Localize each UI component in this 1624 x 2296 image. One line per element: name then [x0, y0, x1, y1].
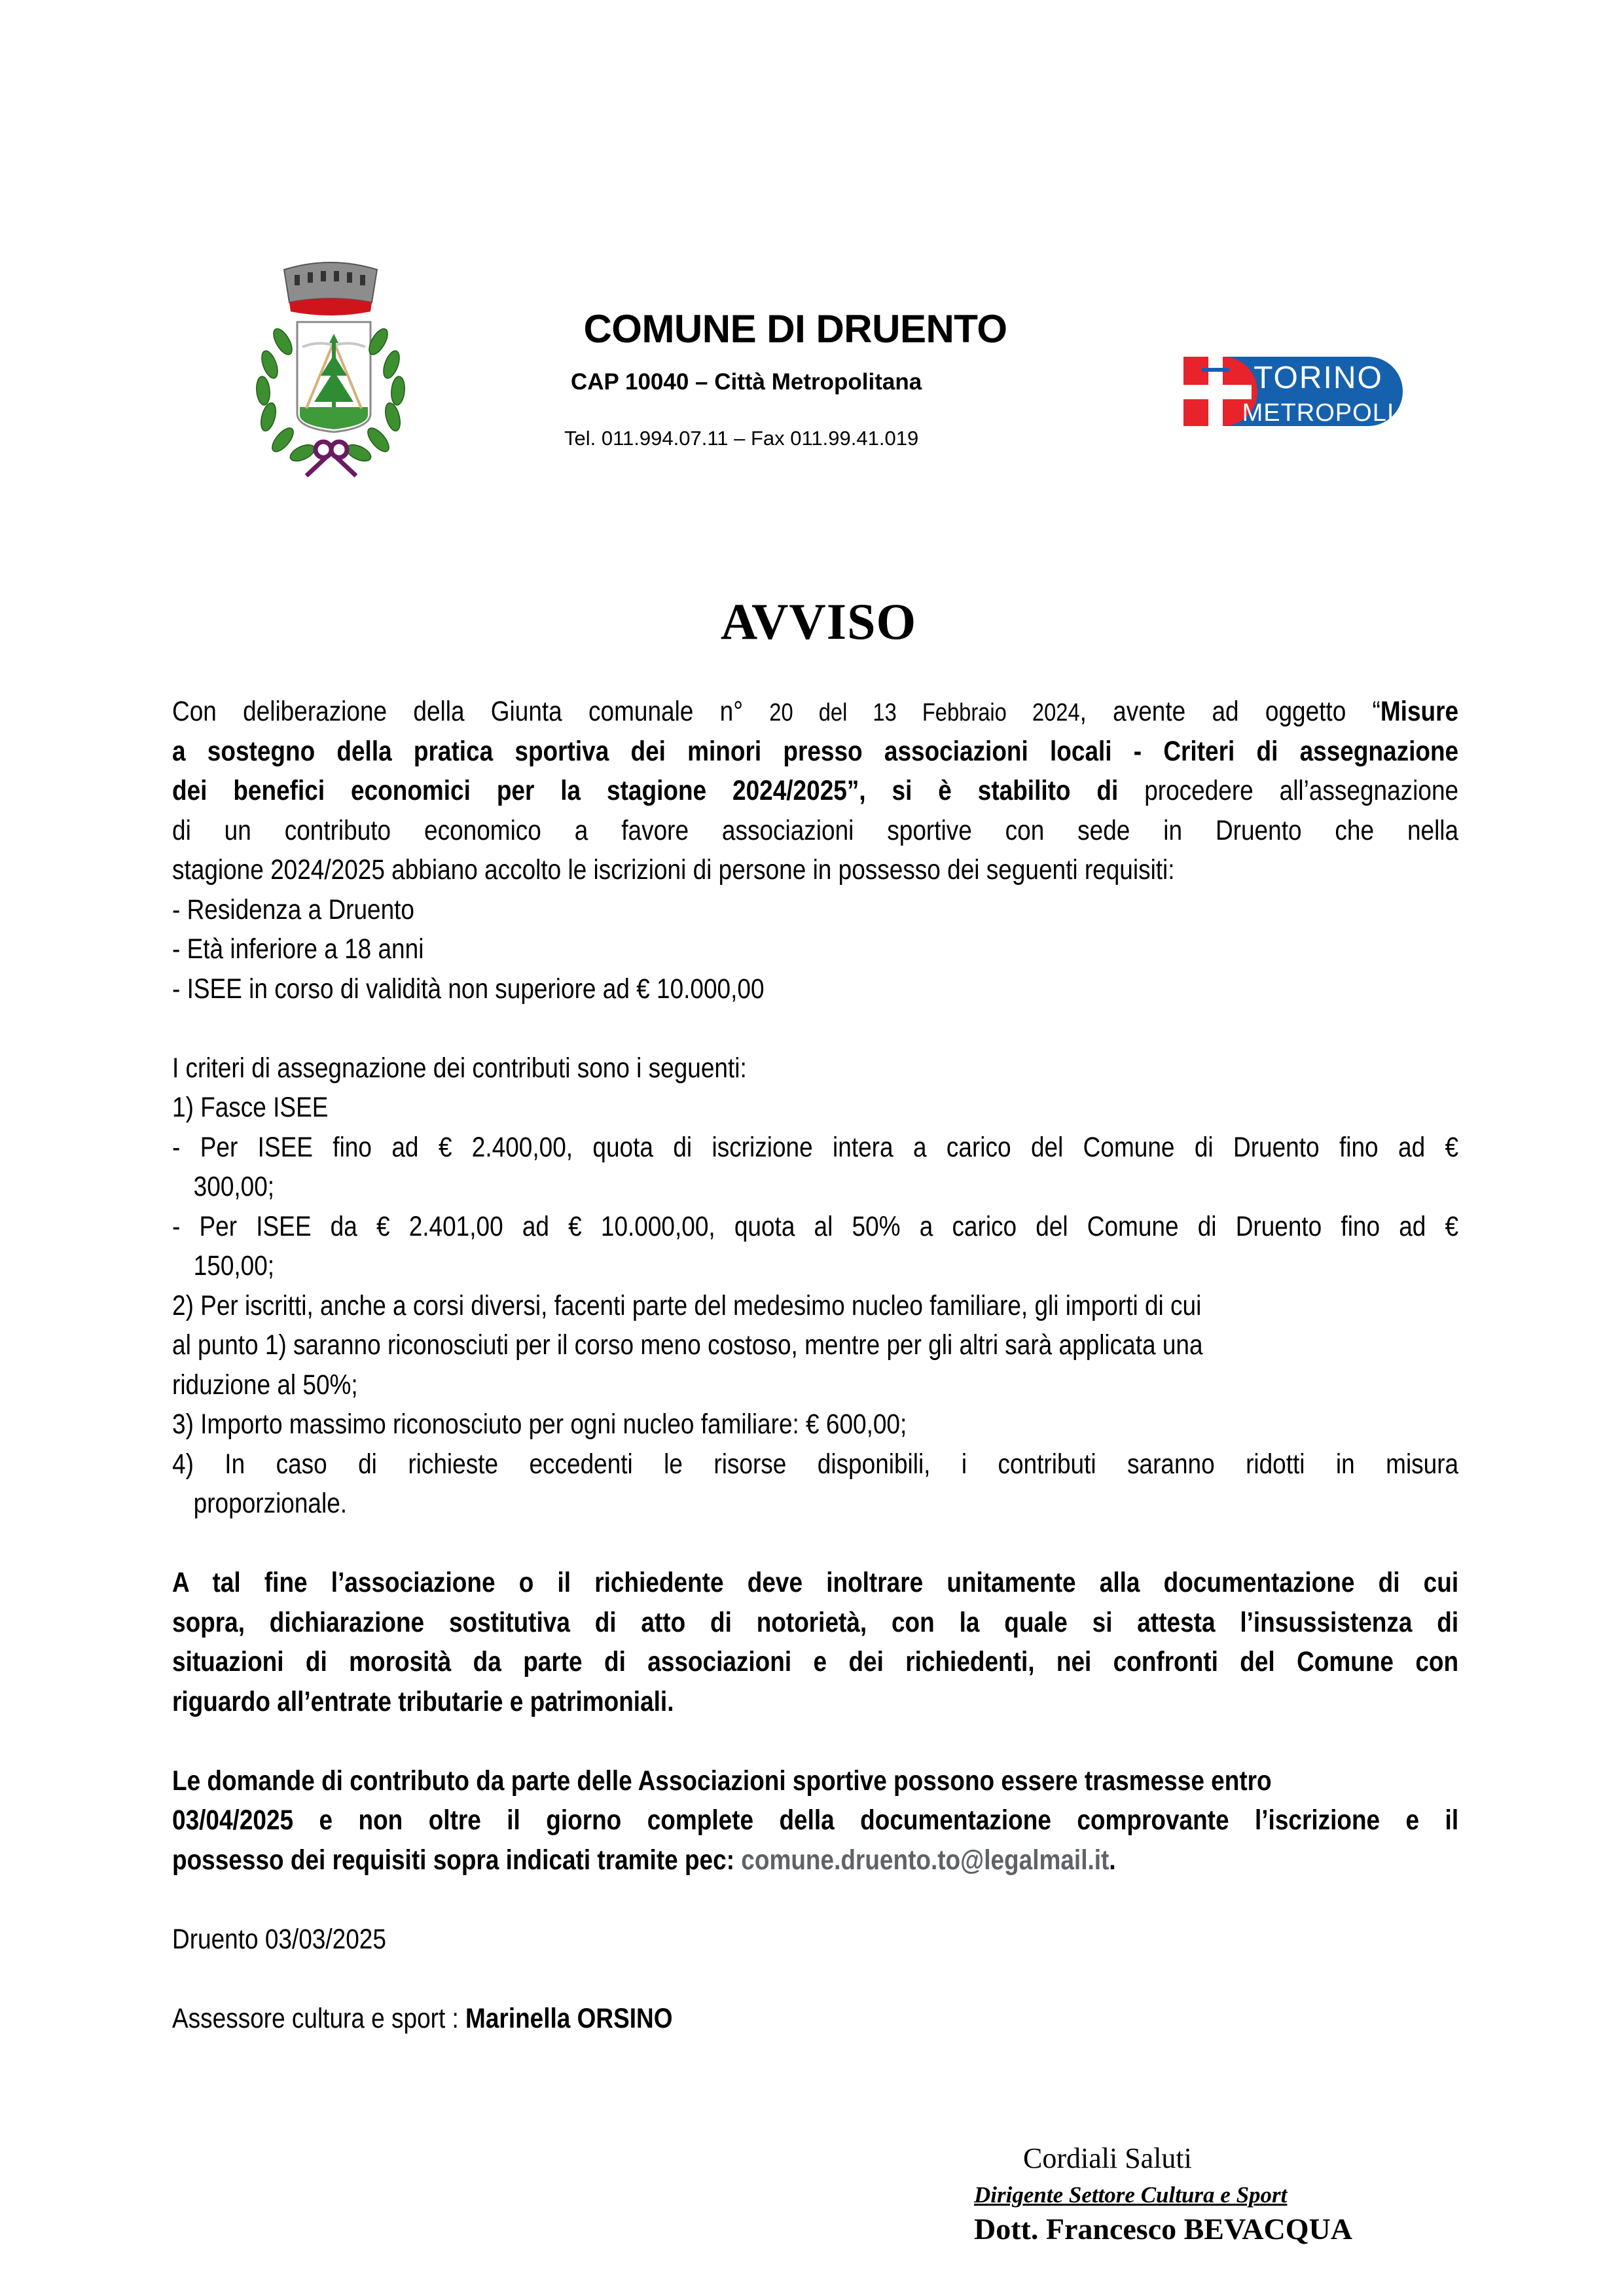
- criterion-4: 4) In caso di richieste eccedenti le risorse disponibili, i contributi saranno ridotti in misura: [172, 1448, 1459, 1480]
- deadline-line-3: possesso dei requisiti sopra indicati tramite pec: comune.druento.to@legalmail.it.: [172, 1844, 1116, 1876]
- contact-line: Tel. 011.994.07.11 – Fax 011.99.41.019: [564, 427, 919, 450]
- requirement-item: - Residenza a Druento: [172, 893, 415, 925]
- assessor-name: Marinella ORSINO: [465, 2002, 673, 2034]
- criterion-2-cont: riduzione al 50%;: [172, 1369, 358, 1401]
- declaration-line: situazioni di morosità da parte di associazioni e dei richiedenti, nei confronti del Comune con: [172, 1646, 1459, 1677]
- declaration-line: riguardo all’entrate tributarie e patrimoniali.: [172, 1685, 674, 1717]
- date-line: Druento 03/03/2025: [172, 1923, 386, 1955]
- intro-line-3: dei benefici economici per la stagione 2024/2025”, si è stabilito di procedere all’assegnazione: [172, 775, 1459, 806]
- criterion-3: 3) Importo massimo riconosciuto per ogni nucleo familiare: € 600,00;: [172, 1408, 907, 1440]
- criterion-2-cont: al punto 1) saranno riconosciuti per il corso meno costoso, mentre per gli altri sarà applicata una: [172, 1329, 1203, 1361]
- intro-line-4: di un contributo economico a favore associazioni sportive con sede in Druento che nella: [172, 814, 1459, 846]
- declaration-line: A tal fine l’associazione o il richiedente deve inoltrare unitamente alla documentazione di cui: [172, 1567, 1459, 1598]
- criterion-4-cont: proporzionale.: [193, 1488, 348, 1519]
- deadline-line-2: 03/04/2025 e non oltre il giorno complete della documentazione comprovante l’iscrizione e il: [172, 1804, 1459, 1836]
- pec-email-link[interactable]: comune.druento.to@legalmail.it: [741, 1844, 1110, 1876]
- signatory-role: Dirigente Settore Cultura e Sport: [974, 2182, 1288, 2208]
- criterion-2: 2) Per iscritti, anche a corsi diversi, facenti parte del medesimo nucleo familiare, gli importi di cui: [172, 1289, 1202, 1321]
- notice-title: AVVISO: [720, 593, 917, 650]
- criterion-1b: - Per ISEE da € 2.401,00 ad € 10.000,00, quota al 50% a carico del Comune di Druento fino ad €: [172, 1210, 1459, 1242]
- postal-line: CAP 10040 – Città Metropolitana: [571, 369, 922, 395]
- criterion-1a-cont: 300,00;: [193, 1171, 275, 1202]
- torino-metropoli-logo-icon: [1183, 357, 1403, 426]
- deadline-line-1: Le domande di contributo da parte delle Associazioni sportive possono essere trasmesse entro: [172, 1765, 1272, 1797]
- notice-body: [172, 692, 1458, 2038]
- criterion-1a: - Per ISEE fino ad € 2.400,00, quota di iscrizione intera a carico del Comune di Druento fino ad €: [172, 1131, 1459, 1163]
- intro-line-5: stagione 2024/2025 abbiano accolto le iscrizioni di persone in possesso dei seguenti requisiti:: [172, 854, 1175, 886]
- criterion-1b-cont: 150,00;: [193, 1250, 275, 1282]
- municipality-name: COMUNE DI DRUENTO: [583, 307, 1007, 351]
- requirement-item: - Età inferiore a 18 anni: [172, 933, 424, 965]
- requirement-item: - ISEE in corso di validità non superiore ad € 10.000,00: [172, 973, 765, 1005]
- intro-line-2: a sostegno della pratica sportiva dei minori presso associazioni locali - Criteri di assegnazione: [172, 735, 1459, 767]
- declaration-line: sopra, dichiarazione sostitutiva di atto di notorietà, con la quale si attesta l’insussistenza di: [172, 1606, 1459, 1638]
- closing-greeting: Cordiali Saluti: [1023, 2142, 1192, 2174]
- signatory-name: Dott. Francesco BEVACQUA: [974, 2212, 1352, 2246]
- intro-line-1: Con deliberazione della Giunta comunale n° 20 del 13 Febbraio 2024, avente ad oggetto “Misure: [172, 696, 1459, 727]
- assessor-line: Assessore cultura e sport : Marinella ORSINO: [172, 2002, 673, 2034]
- criterion-1-title: 1) Fasce ISEE: [172, 1092, 329, 1123]
- torino-logo-line1: TORINO: [1254, 361, 1383, 395]
- torino-logo-line2: METROPOLI: [1242, 399, 1395, 426]
- criteria-heading: I criteri di assegnazione dei contributi sono i seguenti:: [172, 1052, 747, 1084]
- municipal-crest-icon: [244, 257, 418, 479]
